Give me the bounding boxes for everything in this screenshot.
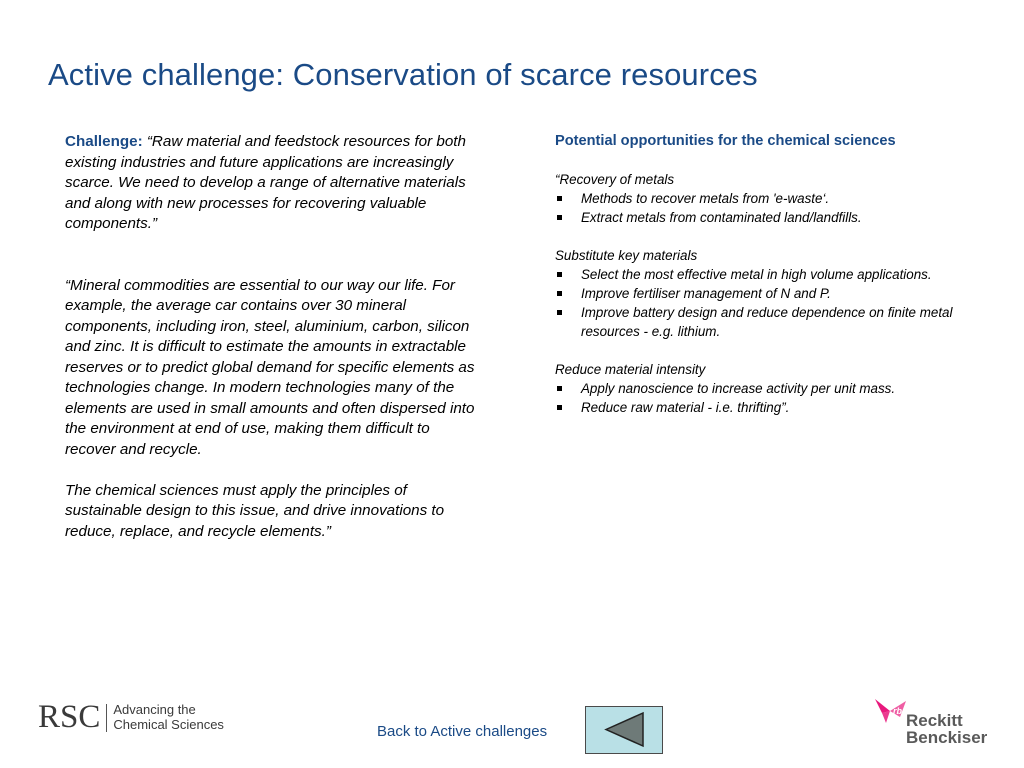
bullet-square-icon xyxy=(557,310,562,315)
list-item: Methods to recover metals from 'e-waste‘. xyxy=(555,189,975,208)
bullet-square-icon xyxy=(557,291,562,296)
svg-text:rb: rb xyxy=(893,706,902,716)
bullet-square-icon xyxy=(557,272,562,277)
recovery-list xyxy=(555,189,975,227)
challenge-paragraph xyxy=(65,132,475,235)
rsc-logo-mark: RSC xyxy=(38,699,101,735)
rsc-logo-tagline: Advancing the Chemical Sciences xyxy=(113,702,224,732)
rsc-logo-divider xyxy=(106,704,107,732)
opportunities-heading: Potential opportunities for the chemical sciences xyxy=(555,133,896,149)
section-title-recovery: “Recovery of metals xyxy=(555,172,675,187)
rsc-logo xyxy=(38,701,224,734)
spacer xyxy=(65,235,475,276)
back-arrow-icon xyxy=(586,707,661,752)
section-title-substitute: Substitute key materials xyxy=(555,248,698,263)
list-item: Improve fertiliser management of N and P. xyxy=(555,284,975,303)
spacer xyxy=(65,460,475,481)
bullet-square-icon xyxy=(557,405,562,410)
rb-swoosh-icon xyxy=(872,697,908,731)
bullet-square-icon xyxy=(557,196,562,201)
bullet-square-icon xyxy=(557,215,562,220)
challenge-label: Challenge: xyxy=(65,133,143,150)
list-item: Reduce raw material - i.e. thrifting”. xyxy=(555,398,975,417)
principles-paragraph: The chemical sciences must apply the principles of sustainable design to this issue, and drive innovations to reduce, replace, and recycle elements.” xyxy=(65,481,445,540)
mineral-paragraph: “Mineral commodities are essential to our way our life. For example, the average car contains over 30 mineral components, including iron, steel, aluminium, carbon, silicon and zinc. It is difficult to estimate the amounts in extractable reserves or to predict global demand for specific elements as technologies change. In modern technologies many of the elements are used in small amounts and often dispersed into the environment at end of use, making them difficult to recover and recycle. xyxy=(65,276,475,458)
back-button[interactable] xyxy=(585,706,663,754)
opportunities-column xyxy=(555,132,975,436)
list-item: Apply nanoscience to increase activity per unit mass. xyxy=(555,379,975,398)
list-item: Improve battery design and reduce dependence on finite metal resources - e.g. lithium. xyxy=(555,303,975,341)
challenge-column xyxy=(65,132,475,542)
page-title: Active challenge: Conservation of scarce resources xyxy=(48,57,758,92)
challenge-quote: “Raw material and feedstock resources for both existing industries and future applications are increasingly scarce. We need to develop a range of alternative materials and along with new processes for recovering valuable components.” xyxy=(65,133,466,232)
list-item: Select the most effective metal in high volume applications. xyxy=(555,265,975,284)
section-title-reduce: Reduce material intensity xyxy=(555,362,706,377)
substitute-list xyxy=(555,265,975,341)
reduce-list xyxy=(555,379,975,417)
bullet-square-icon xyxy=(557,386,562,391)
reckitt-benckiser-logo xyxy=(872,697,992,753)
rb-wordmark: Reckitt Benckiser xyxy=(906,711,988,747)
back-to-active-challenges-link[interactable]: Back to Active challenges xyxy=(377,723,548,740)
list-item: Extract metals from contaminated land/landfills. xyxy=(555,208,975,227)
